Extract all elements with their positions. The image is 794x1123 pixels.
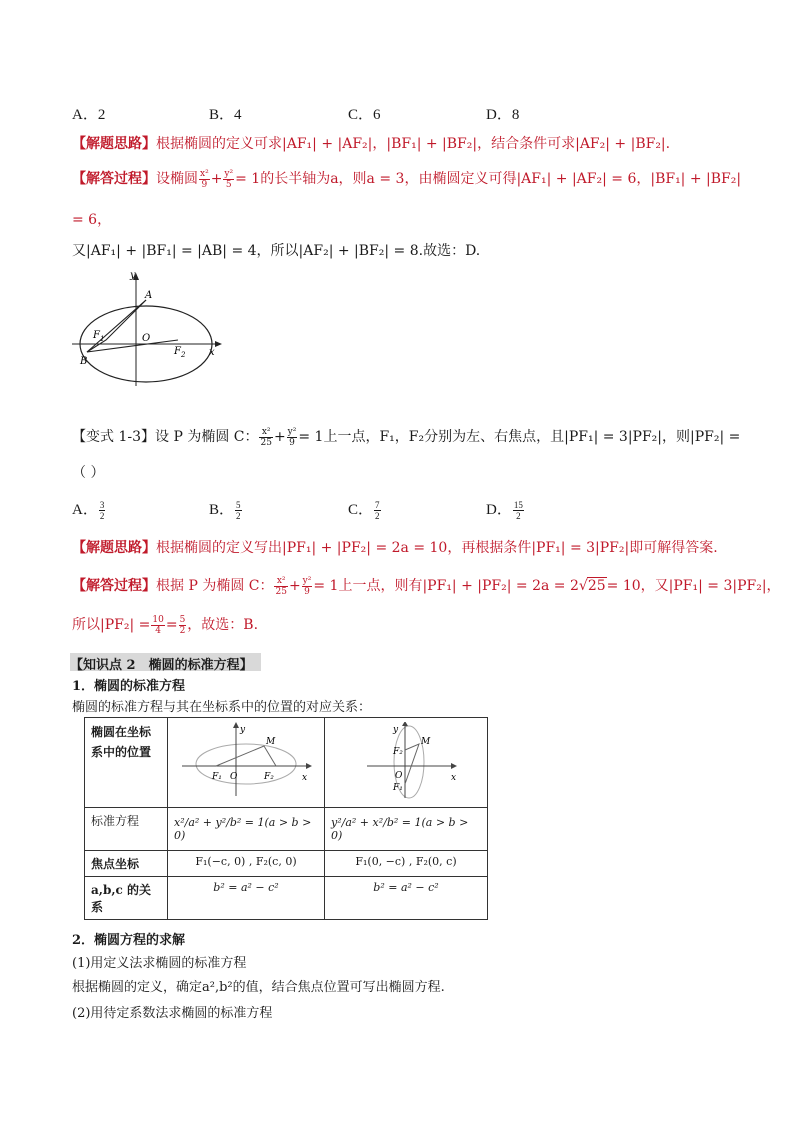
foci-horizontal: F₁(−c, 0) , F₂(c, 0) xyxy=(168,851,325,877)
svg-text:y: y xyxy=(240,725,246,735)
process-text-1: 设椭圆 xyxy=(156,171,198,187)
sqrt-25: 25 xyxy=(587,578,606,594)
svg-text:M: M xyxy=(421,737,431,747)
variant-solution-process: 【解答过程】根据 P 为椭圆 C： $\frac{\text{x²}}{25}$ + $\frac{\text{y²}}{9}$ = 1上一点，则有|PF₁| + |PF₂| = 2a = 2√25= 10，又|PF₁| = 3|PF₂|， xyxy=(72,575,781,597)
focus-f1-label: $F_1$ xyxy=(93,330,105,343)
section-2-title: 2．椭圆方程的求解 xyxy=(72,933,186,948)
thought-tag: 【解题思路】 xyxy=(72,136,156,152)
thought-text: 根据椭圆的定义可求|AF₁| + |AF₂|，|BF₁| + |BF₂|，结合条件可求|AF₂| + |BF₂|. xyxy=(156,136,671,152)
option-a: A．2 xyxy=(72,107,106,123)
solution-process: 【解答过程】设椭圆 $\frac{\text{x²}}{9}$ + $\frac{\text{y²}}{5}$ = 1的长半轴为a，则a = 3，由椭圆定义可得|AF₁| + |AF₂| = 6，|BF₁| + |BF₂| xyxy=(72,168,742,190)
axis-x-label: x xyxy=(209,347,215,358)
option-c: C．6 xyxy=(348,107,381,123)
vertical-ellipse-figure xyxy=(331,722,481,800)
fraction-x2-25: $\frac{\text{x²}}{25}$ xyxy=(260,426,272,448)
origin-label: O xyxy=(142,333,151,344)
process-line-3: 又|AF₁| + |BF₁| = |AB| = 4，所以|AF₂| + |BF₂| = 8.故选：D. xyxy=(72,243,481,259)
variant-text-2: = 1上一点，F₁，F₂分别为左、右焦点，且|PF₁| = 3|PF₂|，则|PF₂| = xyxy=(298,429,741,445)
process-tag: 【解答过程】 xyxy=(72,171,156,187)
row-label-position: 椭圆在坐标系中的位置 xyxy=(85,718,168,808)
cell-fig-vertical xyxy=(325,718,488,808)
variant-option-b: B． $\frac{5}{2}$ xyxy=(209,500,241,522)
section-1-title: 1．椭圆的标准方程 xyxy=(72,679,186,694)
section-2-item-2: (2)用待定系数法求椭圆的标准方程 xyxy=(72,1006,273,1021)
variant-text-1: 设 P 为椭圆 C： xyxy=(155,429,259,445)
variant-process-line-2: 所以|PF₂| = $\frac{10}{4}$ = $\frac{5}{2}$ ，故选：B. xyxy=(72,614,259,636)
point-a-label: A xyxy=(145,290,153,301)
focus-f2-label: $F_2$ xyxy=(174,346,186,359)
relation-horizontal: b² = a² − c² xyxy=(168,877,325,920)
section-1-text: 椭圆的标准方程与其在坐标系中的位置的对应关系： xyxy=(72,700,372,715)
variant-process-text-3: = 10，又|PF₁| = 3|PF₂|， xyxy=(606,578,781,594)
variant-option-d: D． $\frac{15}{2}$ xyxy=(486,500,523,522)
point-b-label: B xyxy=(80,356,88,367)
axis-y-label: y xyxy=(130,270,136,281)
section-2-text: 根据椭圆的定义，确定a²,b²的值，结合焦点位置可写出椭圆方程. xyxy=(72,980,445,995)
fraction-y2-9: $\frac{\text{y²}}{9}$ xyxy=(287,426,297,448)
variant-process-tag: 【解答过程】 xyxy=(72,578,156,594)
variant-question: 【变式 1-3】设 P 为椭圆 C： $\frac{\text{x²}}{25}$ + $\frac{\text{y²}}{9}$ = 1上一点，F₁，F₂分别为左、右焦点，且|PF₁| = 3|PF₂|，则|PF₂| = xyxy=(72,426,741,448)
variant-option-c: C． $\frac{7}{2}$ xyxy=(348,500,380,522)
svg-text:O: O xyxy=(395,771,403,781)
variant-process-text-1: 根据 P 为椭圆 C： xyxy=(156,578,274,594)
row-label-foci: 焦点坐标 xyxy=(85,851,168,877)
cell-fig-horizontal xyxy=(168,718,325,808)
variant-solution-thought xyxy=(72,537,718,557)
row-label-relation: a,b,c 的关系 xyxy=(85,877,168,920)
variant-thought-tag: 【解题思路】 xyxy=(72,540,156,556)
svg-text:x: x xyxy=(451,773,457,783)
standard-equation-table xyxy=(84,717,488,920)
svg-text:x: x xyxy=(302,773,308,783)
relation-vertical: b² = a² − c² xyxy=(325,877,488,920)
row-label-equation: 标准方程 xyxy=(85,808,168,851)
solution-thought xyxy=(72,133,670,153)
foci-vertical: F₁(0, −c) , F₂(0, c) xyxy=(325,851,488,877)
svg-text:F₂: F₂ xyxy=(264,772,274,782)
svg-text:M: M xyxy=(266,737,276,747)
svg-text:F₂: F₂ xyxy=(393,747,403,757)
process-line-2: = 6， xyxy=(72,212,112,228)
svg-text:y: y xyxy=(393,725,399,735)
knowledge-header: 【知识点 2 椭圆的标准方程】 xyxy=(70,658,253,673)
variant-tag: 【变式 1-3】 xyxy=(72,429,155,445)
equation-vertical: y²/a² + x²/b² = 1(a > b > 0) xyxy=(325,808,488,851)
svg-text:F₁: F₁ xyxy=(393,783,403,793)
equation-horizontal: x²/a² + y²/b² = 1(a > b > 0) xyxy=(168,808,325,851)
fraction-x2-9: $\frac{\text{x²}}{9}$ xyxy=(200,168,209,190)
option-d: D．8 xyxy=(486,107,520,123)
variant-process-text-2: = 1上一点，则有|PF₁| + |PF₂| = 2a = 2 xyxy=(313,578,579,594)
section-2-item-1: (1)用定义法求椭圆的标准方程 xyxy=(72,956,247,971)
svg-text:F₁: F₁ xyxy=(212,772,222,782)
variant-thought-text: 根据椭圆的定义写出|PF₁| + |PF₂| = 2a = 10，再根据条件|PF₁| = 3|PF₂|即可解得答案. xyxy=(156,540,718,556)
process-text-2: = 1的长半轴为a，则a = 3，由椭圆定义可得|AF₁| + |AF₂| = 6，|BF₁| + |BF₂| xyxy=(235,171,742,187)
option-b: B．4 xyxy=(209,107,242,123)
answer-paren: （ ） xyxy=(72,465,105,481)
fraction-y2-5: $\frac{\text{y²}}{5}$ xyxy=(224,168,234,190)
horizontal-ellipse-figure xyxy=(174,722,314,800)
variant-option-a: A． $\frac{3}{2}$ xyxy=(72,500,105,522)
ellipse-diagram xyxy=(70,268,230,388)
svg-text:O: O xyxy=(230,772,238,782)
